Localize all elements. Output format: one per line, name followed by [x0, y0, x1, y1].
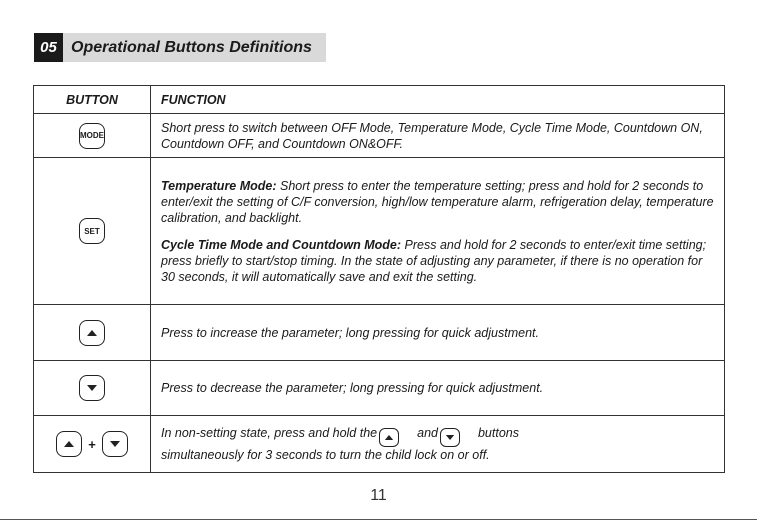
mode-button-icon: MODE	[79, 123, 105, 149]
temperature-mode-text: Short press to enter the temperature setting; press and hold for 2 seconds to enter/exit the setting of C/F conversion, high/low temperature alarm, refrigeration delay, temperature calibration, and backlight.	[161, 178, 714, 225]
table-row-set	[34, 158, 725, 305]
button-cell	[34, 158, 151, 305]
up-button-icon	[379, 428, 399, 447]
cycle-time-text: Press and hold for 2 seconds to enter/exit time setting; press briefly to start/stop timing. In the state of adjusting any parameter, if there is no operation for 30 seconds, it will automatically save and exit the setting.	[161, 237, 707, 284]
plus-sign: +	[88, 436, 96, 452]
down-button-icon	[440, 428, 460, 447]
header-button: BUTTON	[34, 86, 151, 114]
footer-divider	[0, 519, 757, 520]
button-definitions-table	[33, 85, 725, 473]
child-lock-line-1	[161, 425, 718, 447]
child-lock-text-b: and	[417, 426, 438, 440]
child-lock-text-a: In non-setting state, press and hold the	[161, 426, 378, 440]
mode-description: Short press to switch between OFF Mode, Temperature Mode, Cycle Time Mode, Countdown ON, Countdown OFF, and Countdown ON&OFF.	[161, 120, 703, 151]
function-cell	[151, 361, 725, 416]
child-lock-text-c: buttons	[477, 426, 519, 440]
up-description: Press to increase the parameter; long pressing for quick adjustment.	[161, 325, 539, 340]
cycle-time-paragraph	[161, 237, 718, 285]
down-button-icon	[79, 375, 105, 401]
child-lock-line-2: simultaneously for 3 seconds to turn the child lock on or off.	[161, 448, 490, 462]
table-row-up	[34, 305, 725, 361]
temperature-mode-label: Temperature Mode:	[161, 178, 277, 193]
page-number: 11	[370, 487, 387, 504]
up-button-icon	[56, 431, 82, 457]
set-button-icon: SET	[79, 218, 105, 244]
function-cell	[151, 158, 725, 305]
down-description: Press to decrease the parameter; long pressing for quick adjustment.	[161, 381, 544, 395]
header-function: FUNCTION	[151, 86, 725, 114]
button-cell	[34, 305, 151, 361]
table-row-mode	[34, 114, 725, 158]
section-title: Operational Buttons Definitions	[71, 38, 312, 56]
table-header-row	[34, 86, 725, 114]
section-heading	[34, 33, 326, 62]
up-button-icon	[79, 320, 105, 346]
table-row-down	[34, 361, 725, 416]
button-cell	[34, 416, 151, 473]
function-cell	[151, 416, 725, 473]
button-cell	[34, 114, 151, 158]
cycle-time-label: Cycle Time Mode and Countdown Mode:	[161, 237, 402, 252]
button-cell	[34, 361, 151, 416]
down-button-icon	[102, 431, 128, 457]
section-number: 05	[34, 33, 63, 62]
table-row-up-down	[34, 416, 725, 473]
function-cell	[151, 114, 725, 158]
function-cell	[151, 305, 725, 361]
temperature-mode-paragraph	[161, 178, 718, 226]
